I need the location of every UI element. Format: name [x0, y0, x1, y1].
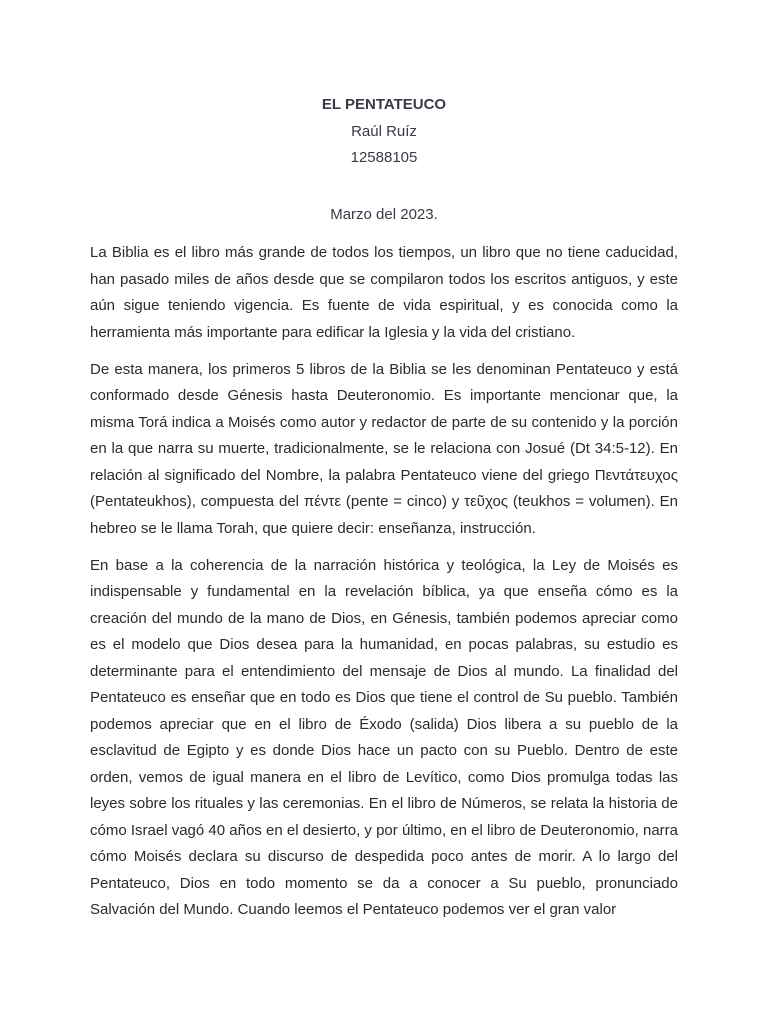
paragraph: En base a la coherencia de la narración histórica y teológica, la Ley de Moisés es indispensable y fundamental en la revelación bíblica, ya que enseña cómo es la creación del mundo de la mano de Dios, en Génesis, también podemos apreciar como es el modelo que Dios desea para la humanidad, en pocas palabras, su estudio es determinante para el entendimiento del mensaje de Dios al mundo. La finalidad del Pentateuco es enseñar que en todo es Dios que tiene el control de Su pueblo. También podemos apreciar que en el libro de Éxodo (salida) Dios libera a su pueblo de la esclavitud de Egipto y es donde Dios hace un pacto con su Pueblo. Dentro de este orden, vemos de igual manera en el libro de Levítico, como Dios promulga todas las leyes sobre los rituales y las ceremonias. En el libro de Números, se relata la historia de cómo Israel vagó 40 años en el desierto, y por último, en el libro de Deuteronomio, narra cómo Moisés declara su discurso de despedida poco antes de morir. A lo largo del Pentateuco, Dios en todo momento se da a conocer a Su pueblo, pronunciado Salvación del Mundo. Cuando leemos el Pentateuco podemos ver el gran valor [90, 556, 678, 918]
document-date: Marzo del 2023. [330, 206, 438, 223]
paragraph: La Biblia es el libro más grande de todos los tiempos, un libro que no tiene caducidad, han pasado miles de años desde que se compilaron todos los escritos antiguos, y este aún sigue teniendo vigencia. Es fuente de vida espiritual, y es conocida como la herramienta más importante para edificar la Iglesia y la vida del cristiano. [90, 244, 678, 341]
document-title: EL PENTATEUCO [321, 96, 447, 113]
document-header [0, 92, 768, 172]
author-name: Raúl Ruíz [351, 122, 417, 140]
paragraph: De esta manera, los primeros 5 libros de la Biblia se les denominan Pentateuco y está conformado desde Génesis hasta Deuteronomio. Es importante mencionar que, la misma Torá indica a Moisés como autor y redactor de parte de su contenido y la porción en la que narra su muerte, tradicionalmente, se le relaciona con Josué (Dt 34:5-12). En relación al significado del Nombre, la palabra Pentateuco viene del griego Πεντάτευχος (Pentateukhos), compuesta del πέντε (pente = cinco) y τεῦχος (teukhos = volumen). En hebreo se le llama Torah, que quiere decir: enseñanza, instrucción. [90, 360, 678, 537]
document-body [90, 240, 678, 934]
student-id: 12588105 [350, 149, 418, 166]
